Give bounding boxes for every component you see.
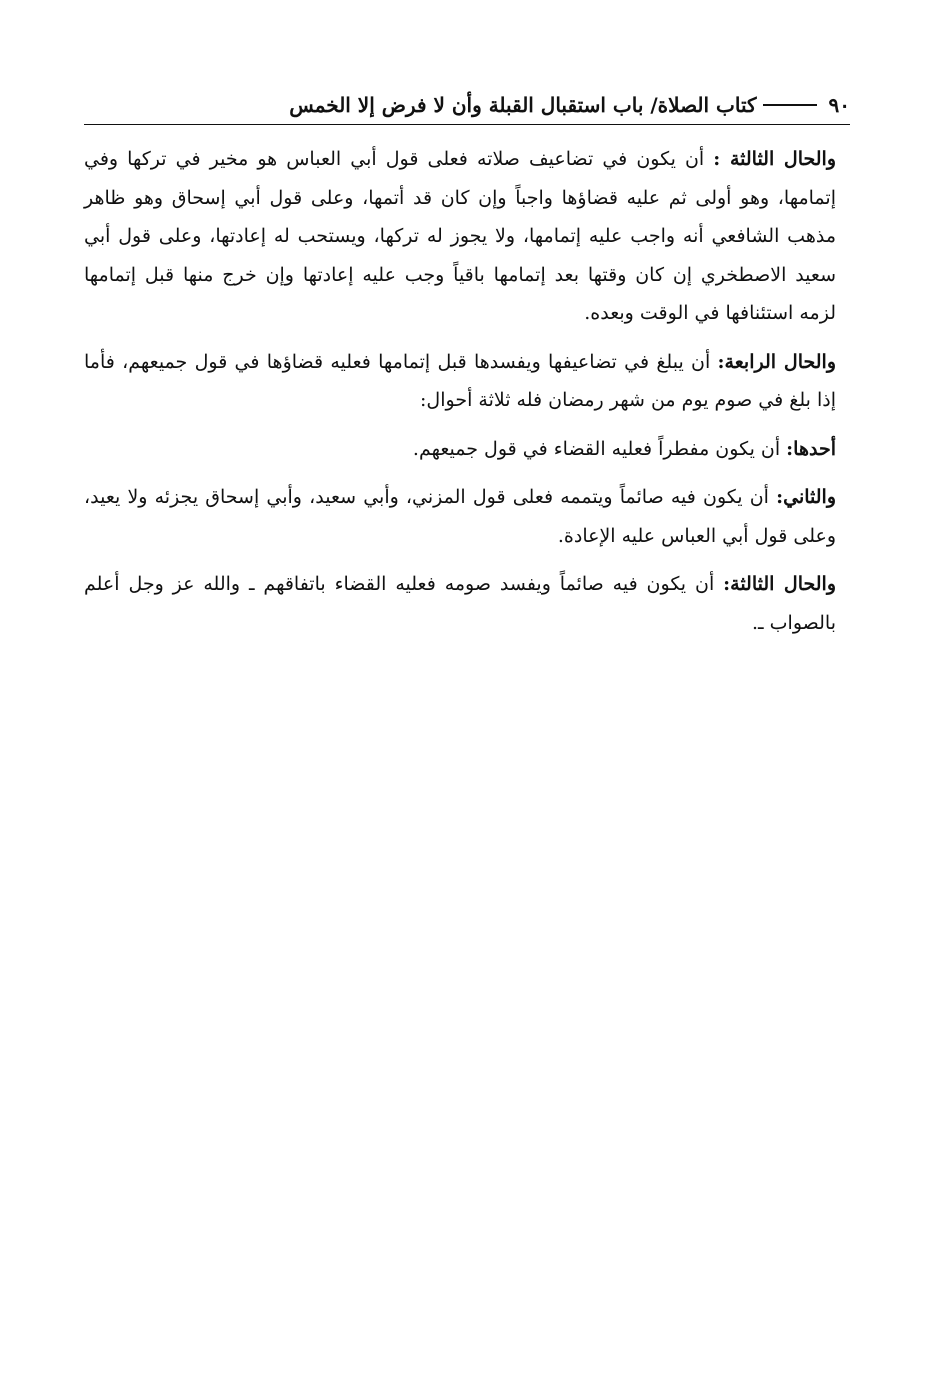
paragraph-text: أن يكون فيه صائماً ويتممه فعلى قول المزني، وأبي سعيد، وأبي إسحاق يجزئه ولا يعيد، وعلى قول أبي العباس عليه الإعادة. [84, 486, 836, 547]
paragraph-heading: أحدها: [786, 437, 836, 460]
paragraph [84, 430, 836, 469]
header-dash [763, 104, 817, 106]
page-body [84, 140, 836, 652]
paragraph-heading: والحال الرابعة: [717, 350, 836, 373]
paragraph [84, 478, 836, 555]
paragraph-text: أن يكون فيه صائماً ويفسد صومه فعليه القضاء باتفاقهم ـ والله عز وجل أعلم بالصواب ـ. [84, 573, 836, 634]
paragraph-text: أن يكون في تضاعيف صلاته فعلى قول أبي العباس هو مخير في تركها وفي إتمامها، وهو أولى ثم عليه قضاؤها واجباً وإن كان قد أتمها، وعلى قول أبي إسحاق وهو ظاهر مذهب الشافعي أنه واجب عليه إتمامها، ولا يجوز له تركها، ويستحب له إعادتها، وعلى قول أبي سعيد الاصطخري إن كان وقتها بعد إتمامها باقياً وجب عليه إعادتها وإن خرج منها قبل إتمامها لزمه استئنافها في الوقت وبعده. [84, 148, 836, 324]
paragraph [84, 140, 836, 333]
page-number: ٩٠ [828, 93, 850, 117]
paragraph [84, 343, 836, 420]
header-rule [84, 124, 850, 125]
page-header [84, 88, 850, 122]
paragraph-text: أن يكون مفطراً فعليه القضاء في قول جميعهم. [412, 437, 787, 460]
paragraph-text: أن يبلغ في تضاعيفها ويفسدها قبل إتمامها فعليه قضاؤها في قول جميعهم، فأما إذا بلغ في صوم يوم من شهر رمضان فله ثلاثة أحوال: [84, 350, 836, 411]
running-title: كتاب الصلاة/ باب استقبال القبلة وأن لا فرض إلا الخمس [289, 93, 757, 117]
paragraph [84, 565, 836, 642]
paragraph-heading: والحال الثالثة : [713, 148, 836, 170]
paragraph-heading: والحال الثالثة: [723, 573, 837, 595]
paragraph-heading: والثاني: [776, 486, 836, 508]
